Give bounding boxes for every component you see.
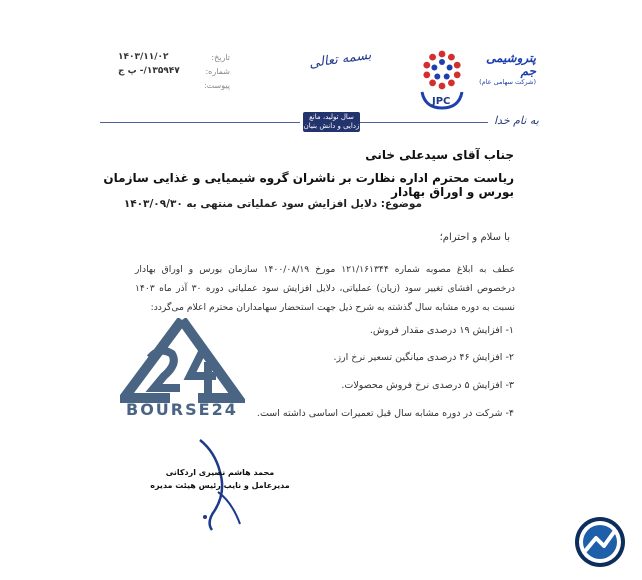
recipient-title: ریاست محترم اداره نظارت بر ناشران گروه شیمیایی و غذایی سازمان بورس و اوراق بهادار	[103, 171, 514, 199]
list-item: ۳- افزایش ۵ درصدی نرخ فروش محصولات.	[341, 380, 514, 391]
channel-logo-icon	[574, 516, 626, 568]
list-item: ۲- افزایش ۴۶ درصدی میانگین تسعیر نرخ ارز.	[333, 352, 514, 363]
date-row	[118, 50, 230, 64]
list-item: ۱- افزایش ۱۹ درصدی مقدار فروش.	[369, 325, 514, 336]
company-subtitle: (شرکت سهامی عام)	[479, 78, 536, 86]
company-abbr: JPC	[432, 96, 451, 107]
letter-subject: موضوع: دلایل افزایش سود عملیاتی منتهی به ۱۴۰۳/۰۹/۳۰	[123, 198, 422, 210]
signer-title: مدیرعامل و نایب رئیس هیئت مدیره	[150, 481, 290, 490]
watermark-text: BOURSE24	[126, 400, 238, 419]
signer-name: محمد هاشم نصیری اردکانی	[165, 468, 275, 477]
number-label: شماره:	[205, 66, 230, 76]
list-item: ۴- شرکت در دوره مشابه سال قبل تعمیرات اساسی داشته است.	[256, 408, 514, 419]
company-name: پتروشیمی جم	[486, 51, 536, 78]
header-divider	[360, 122, 488, 123]
letter-meta	[118, 50, 230, 92]
attachment-row	[118, 78, 230, 92]
body-paragraph: عطف به ابلاغ مصوبه شماره ۱۲۱/۱۶۱۳۴۴ مورخ ۱۴۰۰/۰۸/۱۹ سازمان بورس و اوراق بهادار درخصوص افشای تغییر سود (زیان) عملیاتی، دلایل افزایش سود عملیاتی دوره ۳۰ آذر ماه ۱۴۰۳ نسبت به دوره مشابه سال گذشته به شرح ذیل جهت استحضار سهامداران محترم اعلام می‌گردد:	[135, 264, 515, 313]
header-divider	[100, 122, 300, 123]
date-label: تاریخ:	[211, 52, 230, 62]
header-badge: سال تولید، مانع زدایی و دانش بنیان	[303, 113, 360, 130]
recipient-name: جناب آقای سیدعلی خانی	[365, 148, 514, 162]
basmala: بسمه تعالی	[308, 47, 373, 72]
number-row	[118, 64, 230, 78]
date-value: ۱۴۰۳/۱۱/۰۲	[118, 52, 169, 62]
number-value: ۱۳۵۹۴۷/- پ ج	[118, 66, 180, 76]
greeting: با سلام و احترام؛	[439, 232, 510, 243]
attachment-label: پیوست:	[203, 80, 230, 90]
corner-mark: به نام خدا	[494, 114, 539, 127]
